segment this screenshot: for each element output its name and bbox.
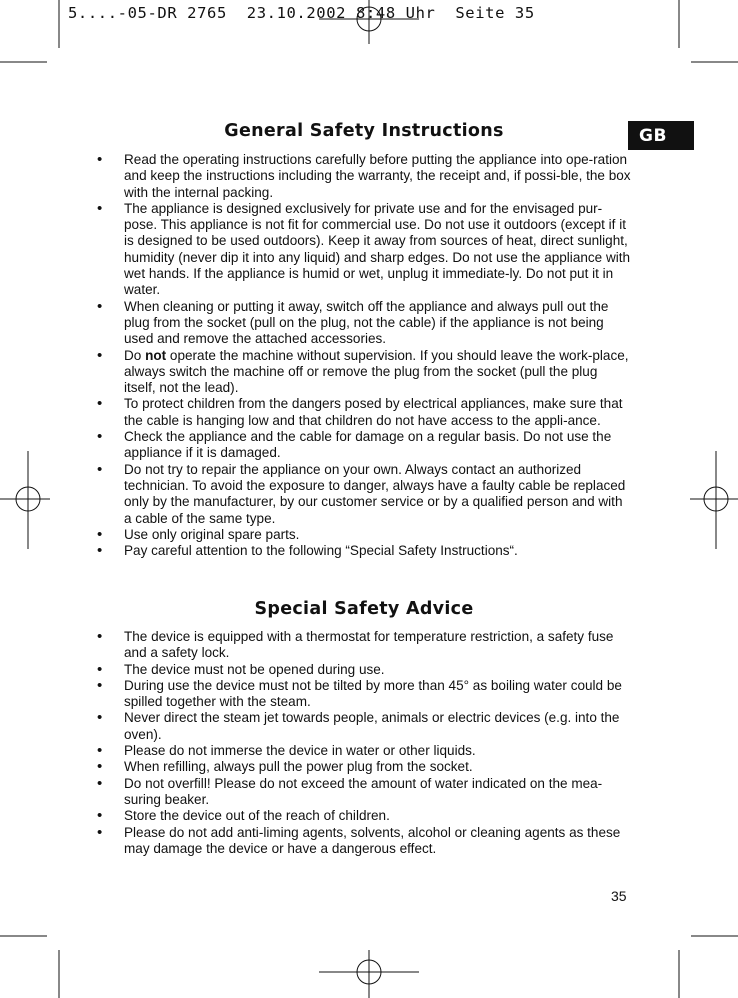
list-item: • When refilling, always pull the power plug from the socket.	[84, 759, 632, 775]
list-item: • When cleaning or putting it away, switch off the appliance and always pull out the plug from the socket (pull on the plug, not the cable) if the appliance is not being used and remove the attached accessories.	[84, 299, 632, 348]
item-text: operate the machine without supervision. If you should leave the work-place, always switch the machine off or remove the plug from the socket (pull the plug itself, not the lead).	[124, 347, 629, 396]
list-item: • Read the operating instructions carefully before putting the appliance into ope-ration and keep the instructions including the warranty, the receipt and, if possi-ble, the box with the internal packing.	[84, 152, 632, 201]
list-item	[84, 348, 632, 397]
page-number: 35	[611, 888, 627, 904]
list-item: • Check the appliance and the cable for damage on a regular basis. Do not use the appliance if it is damaged.	[84, 429, 632, 462]
registration-mark-right	[690, 451, 738, 549]
special-safety-list	[84, 629, 632, 857]
item-prefix: Do	[124, 347, 142, 363]
list-item: • The device is equipped with a thermostat for temperature restriction, a safety fuse and a safety lock.	[84, 629, 632, 662]
general-safety-title: General Safety Instructions	[224, 121, 504, 141]
list-item: • The device must not be opened during use.	[84, 662, 632, 678]
list-item: • Never direct the steam jet towards people, animals or electric devices (e.g. into the oven).	[84, 710, 632, 743]
list-item: • Do not overfill! Please do not exceed the amount of water indicated on the mea-suring beaker.	[84, 776, 632, 809]
list-item: • Please do not add anti-liming agents, solvents, alcohol or cleaning agents as these may damage the device or have a dangerous effect.	[84, 825, 632, 858]
print-header: 5....-05-DR 2765 23.10.2002 8:48 Uhr Seite 35	[68, 4, 535, 22]
language-tab: GB	[628, 121, 694, 150]
list-item: • Please do not immerse the device in water or other liquids.	[84, 743, 632, 759]
list-item: • Do not try to repair the appliance on your own. Always contact an authorized technician. To avoid the exposure to danger, always have a faulty cable be replaced only by the manufacturer, by our customer service or by a qualified person and with a cable of the same type.	[84, 462, 632, 527]
list-item: • The appliance is designed exclusively for private use and for the envisaged pur-pose. This appliance is not fit for commercial use. Do not use it outdoors (except if it is designed to be used outdoors). Keep it away from sources of heat, direct sunlight, humidity (never dip it into any liquid) and sharp edges. Do not use the appliance with wet hands. If the appliance is humid or wet, unplug it immediate-ly. Do not put it in water.	[84, 201, 632, 299]
list-item: • Pay careful attention to the following “Special Safety Instructions“.	[84, 543, 632, 559]
special-safety-title: Special Safety Advice	[254, 599, 474, 619]
list-item: • Use only original spare parts.	[84, 527, 632, 543]
list-item: • Store the device out of the reach of children.	[84, 808, 632, 824]
emphasis-not: not	[145, 347, 167, 363]
list-item: • During use the device must not be tilted by more than 45° as boiling water could be spilled together with the steam.	[84, 678, 632, 711]
registration-mark-left	[0, 451, 50, 549]
registration-mark-top	[319, 0, 419, 44]
general-safety-list	[84, 152, 632, 559]
registration-mark-bottom	[319, 950, 419, 998]
list-item: • To protect children from the dangers posed by electrical appliances, make sure that the cable is hanging low and that children do not have access to the appli-ance.	[84, 396, 632, 429]
